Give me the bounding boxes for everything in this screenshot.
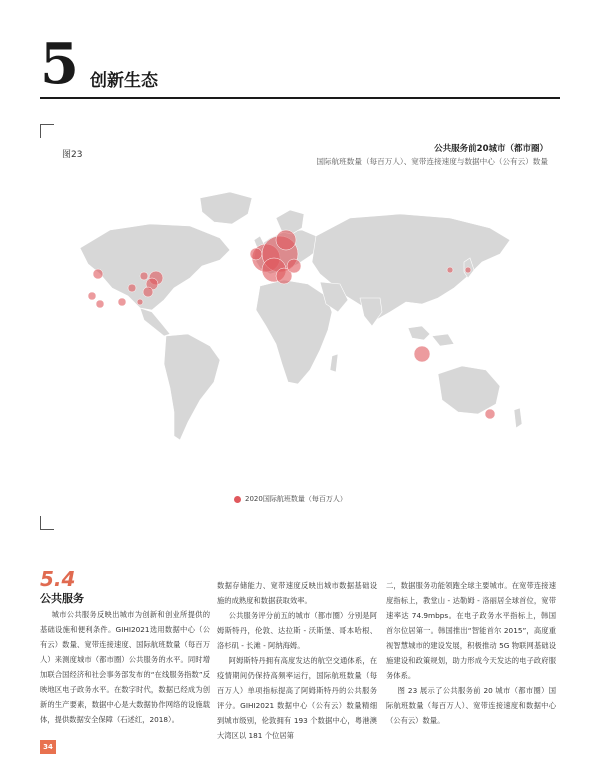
southeast-asia-islands xyxy=(408,326,454,346)
chapter-title: 创新生态 xyxy=(90,71,158,91)
figure-title: 公共服务前20城市（都市圈） xyxy=(434,144,548,154)
paragraph: 城市公共服务反映出城市为创新和创业所提供的基础设施和便利条件。GIHI2021选用数据中心（公有云）数量、宽带连接速度、国际航班数量（每百万人）来测度城市（都市圈）公共服务的水平。同时增加联合国经济和社会事务部发布的“在线服务指数”反映地区电子政务水平。在数字时代，数据已经成为创新的生产要素，数据中心是大数据协作网络的设施载体，提供数据安全保障（石述红，2018）。 xyxy=(40,610,210,724)
greenland-landmass xyxy=(200,192,252,224)
city-bubble-dublin xyxy=(250,248,262,260)
city-bubble-toronto xyxy=(140,272,148,280)
legend-label: 2020国际航班数量（每百万人） xyxy=(245,495,347,503)
new-zealand-landmass xyxy=(514,408,522,428)
city-bubble-munich xyxy=(287,259,301,273)
paragraph: 二，数据服务功能领跑全球主要城市。在宽带连接速度指标上，教堂山 - 达勒姆 - 洛丽居全球首位，宽带速率达 74.9mbps。在电子政务水平指标上，韩国首尔位居第一。韩国推出“智能首尔 2015”，高度重视智慧城市的建设发展，积极推动 5G 物联网基础设施建设和政策规划，助力形成今天发达的电子政府服务体系。 xyxy=(386,581,556,680)
australia-landmass xyxy=(438,366,500,414)
city-bubble-seoul xyxy=(447,267,453,273)
city-bubble-seattle xyxy=(93,269,103,279)
chapter-number: 5 xyxy=(40,31,79,97)
paragraph: 阿姆斯特丹拥有高度发达的航空交通体系，在疫情期间仍保持高频率运行，国际航班数量（每百万人）单项指标提高了阿姆斯特丹的公共服务评分。GIHI2021 数据中心（公有云）数量精细到城市级别，伦敦拥有 193 个数据中心，粤港澳大湾区以 181 个位居第 xyxy=(217,656,377,740)
city-bubble-la xyxy=(96,300,104,308)
city-bubble-sydney xyxy=(485,409,495,419)
paragraph: 公共服务评分前五的城市（都市圈）分别是阿姆斯特丹，伦敦、达拉斯 - 沃斯堡、哥本哈根、洛杉矶 - 长滩 - 阿纳海姆。 xyxy=(217,611,377,650)
figure-subtitle: 国际航班数量（每百万人）、宽带连接速度与数据中心（公有云）数量 xyxy=(316,157,548,166)
south-america-landmass xyxy=(164,334,220,440)
india-landmass xyxy=(360,298,382,326)
section-number: 5.4 xyxy=(40,567,76,591)
paragraph: 数据存储能力、宽带速度反映出城市数据基础设施的成熟度和数据获取效率。 xyxy=(217,581,377,605)
city-bubble-atlanta xyxy=(137,299,143,305)
city-bubble-dallas xyxy=(118,298,126,306)
figure-frame-corner-top xyxy=(40,124,54,138)
paragraph: 图 23 展示了公共服务前 20 城市（都市圈）国际航班数量（每百万人）、宽带连接速度和数据中心（公有云）数量。 xyxy=(386,686,556,725)
text-column-3 xyxy=(386,578,556,728)
map-legend xyxy=(234,494,347,504)
city-bubble-copenhagen xyxy=(276,230,296,250)
north-america-landmass xyxy=(80,224,230,310)
city-bubble-chicago xyxy=(128,284,136,292)
page-number-badge: 34 xyxy=(40,740,56,754)
header-rule xyxy=(40,97,560,99)
legend-dot xyxy=(234,496,241,503)
africa-landmass xyxy=(256,280,332,384)
central-america-landmass xyxy=(140,308,170,336)
text-column-2 xyxy=(217,578,377,743)
text-column-1 xyxy=(40,607,210,727)
section-title: 公共服务 xyxy=(40,592,84,605)
city-bubble-sf xyxy=(88,292,96,300)
city-bubble-singapore xyxy=(414,346,430,362)
city-bubble-dc xyxy=(143,287,153,297)
madagascar-landmass xyxy=(330,354,338,372)
figure-label: 图23 xyxy=(62,150,83,160)
city-bubble-tokyo xyxy=(465,267,471,273)
figure-frame-corner-bottom xyxy=(40,516,54,530)
world-map xyxy=(70,178,530,468)
